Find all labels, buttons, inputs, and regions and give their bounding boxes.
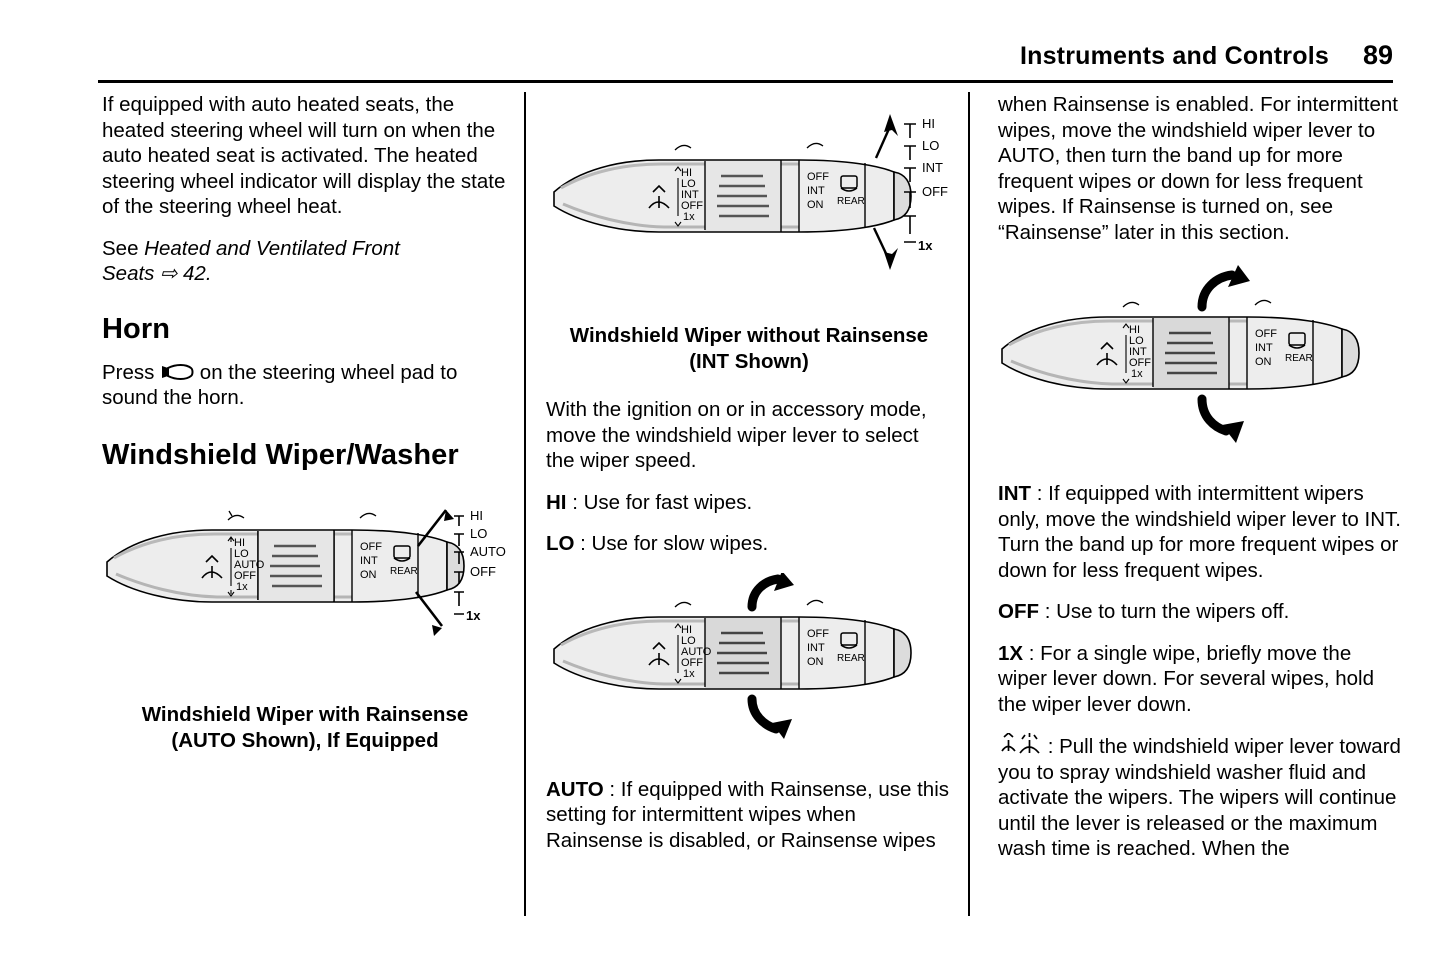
text-1x: : For a single wipe, briefly move the wiper lever down. For several wipes, hold the wiper lever down. (998, 641, 1374, 716)
svg-text:AUTO: AUTO (681, 645, 712, 658)
figure-int-band-rotation (998, 263, 1404, 463)
svg-text:ON: ON (807, 655, 824, 668)
text-washer: : Pull the windshield wiper lever toward you to spray windshield washer fluid and activate the wipers. The wipers will continue until the lever is released or the maximum wash time is reached. When the (998, 735, 1401, 860)
see-reference-page: 42. (183, 262, 212, 285)
heading-horn: Horn (102, 312, 171, 345)
svg-text:INT: INT (360, 554, 378, 567)
horn-icon (160, 363, 194, 381)
svg-text:OFF: OFF (234, 569, 256, 582)
svg-text:HI: HI (470, 507, 483, 523)
see-reference-italic: Heated and Ventilated Front Seats (102, 236, 400, 285)
svg-text:OFF: OFF (360, 540, 382, 553)
svg-text:OFF: OFF (1255, 328, 1277, 340)
paragraph-horn (102, 360, 508, 411)
svg-text:1x: 1x (236, 580, 248, 593)
paragraph-rainsense-continued: when Rainsense is enabled. For intermittent wipes, move the windshield wiper lever to AUTO, then turn the band up for more frequent wipes or down for less frequent wipes. If Rainsense is turned on, see “Rainsense” later in this section. (998, 93, 1398, 244)
paragraph-1x (998, 641, 1404, 718)
band-rotation-arrow-up (752, 579, 778, 607)
page-title: Instruments and Controls (1019, 42, 1329, 70)
rear-label: REAR (837, 652, 865, 664)
figure-wiper-band-rotation (546, 573, 952, 763)
paragraph-heated-wheel: If equipped with auto heated seats, the heated steering wheel will turn on when the auto heated seat is activated. The heated steering wheel indicator will display the state of the steering wheel heat. (102, 93, 506, 218)
text-hi: : Use for fast wipes. (566, 490, 753, 514)
band-rotation-arrow-down (1202, 399, 1226, 431)
svg-text:ON: ON (360, 568, 377, 581)
band-rotation-arrow-up (1202, 275, 1232, 307)
svg-text:HI: HI (922, 116, 935, 131)
paragraph-ignition: With the ignition on or in accessory mode, move the windshield wiper lever to select the wiper speed. (546, 398, 927, 472)
svg-text:HI: HI (234, 536, 245, 549)
column-1 (102, 92, 508, 754)
svg-text:OFF: OFF (470, 563, 496, 579)
rear-label: REAR (390, 565, 418, 577)
figure-caption-2: Windshield Wiper without Rainsense (INT Shown) (569, 324, 929, 373)
svg-text:OFF: OFF (807, 171, 829, 183)
paragraph-int (998, 481, 1404, 583)
wiper-lever-diagram-int (546, 102, 952, 307)
figure-wiper-lever-rainsense (102, 486, 508, 686)
rear-label: REAR (1285, 353, 1313, 364)
page-number: 89 (1362, 40, 1393, 70)
term-hi: HI (546, 490, 567, 514)
svg-text:LO: LO (681, 178, 696, 190)
column-2 (546, 92, 952, 869)
see-prefix: See (102, 236, 145, 260)
svg-text:1x: 1x (466, 607, 481, 623)
term-1x: 1X (998, 641, 1024, 665)
column-3 (998, 92, 1404, 878)
svg-text:ON: ON (807, 199, 824, 211)
paragraph-lo (546, 531, 952, 557)
svg-text:ON: ON (1255, 356, 1272, 368)
figure-wiper-lever-no-rainsense (546, 102, 952, 307)
svg-text:AUTO: AUTO (470, 543, 506, 559)
svg-text:INT: INT (807, 185, 825, 197)
text-lo: : Use for slow wipes. (574, 532, 769, 555)
wiper-lever-diagram-int-band (998, 263, 1398, 463)
svg-text:INT: INT (922, 160, 943, 175)
wiper-lever-diagram-auto-band (546, 573, 952, 763)
term-auto: AUTO (546, 777, 604, 801)
horn-text-suffix: on the steering wheel pad to sound the horn. (102, 360, 458, 409)
svg-text:1x: 1x (918, 238, 933, 253)
rear-label: REAR (837, 196, 865, 207)
figure-caption-1: Windshield Wiper with Rainsense (AUTO Shown), If Equipped (141, 702, 469, 752)
svg-text:INT: INT (807, 641, 825, 654)
svg-text:1x: 1x (683, 211, 695, 223)
svg-text:1x: 1x (1131, 368, 1143, 380)
term-int: INT (998, 482, 1032, 505)
paragraph-hi (546, 490, 952, 516)
svg-text:INT: INT (1129, 346, 1147, 358)
svg-text:INT: INT (681, 189, 699, 201)
svg-text:LO: LO (470, 525, 488, 541)
svg-text:OFF: OFF (807, 627, 829, 640)
svg-text:LO: LO (922, 138, 940, 153)
svg-text:OFF: OFF (681, 656, 703, 669)
svg-text:LO: LO (681, 634, 696, 647)
text-auto: : If equipped with Rainsense, use this setting for intermittent wipes when Rainsense is disabled, or Rainsense wipes (546, 777, 950, 852)
svg-text:HI: HI (681, 623, 692, 636)
column-divider-2 (968, 92, 970, 916)
paragraph-washer (998, 733, 1404, 862)
term-off: OFF (998, 600, 1039, 623)
svg-text:HI: HI (1129, 324, 1140, 336)
svg-text:OFF: OFF (681, 200, 703, 212)
band-rotation-arrow-down (752, 699, 776, 729)
wiper-lever-diagram-auto (102, 486, 508, 686)
svg-text:OFF: OFF (922, 184, 948, 199)
paragraph-auto (546, 777, 952, 854)
column-divider-1 (524, 92, 526, 916)
heading-windshield-wiper-washer: Windshield Wiper/Washer (102, 438, 459, 471)
svg-text:HI: HI (681, 167, 692, 179)
svg-text:LO: LO (1129, 335, 1144, 347)
text-off: : Use to turn the wipers off. (1039, 600, 1290, 623)
term-lo: LO (546, 532, 575, 555)
windshield-washer-icon (998, 733, 1042, 759)
paragraph-see-reference (102, 236, 508, 287)
svg-text:INT: INT (1255, 342, 1273, 354)
svg-text:OFF: OFF (1129, 357, 1151, 369)
paragraph-off (998, 599, 1404, 625)
page-header (98, 40, 1393, 71)
svg-text:AUTO: AUTO (234, 558, 265, 571)
svg-text:LO: LO (234, 547, 249, 560)
text-int: : If equipped with intermittent wipers only, move the windshield wiper lever to INT. Turn the band up for more frequent wipes or down for less frequent wipes. (998, 482, 1401, 582)
header-rule (98, 80, 1393, 83)
svg-text:1x: 1x (683, 667, 695, 680)
see-reference-arrow: ⇨ (160, 262, 178, 285)
horn-text-prefix: Press (102, 360, 161, 384)
